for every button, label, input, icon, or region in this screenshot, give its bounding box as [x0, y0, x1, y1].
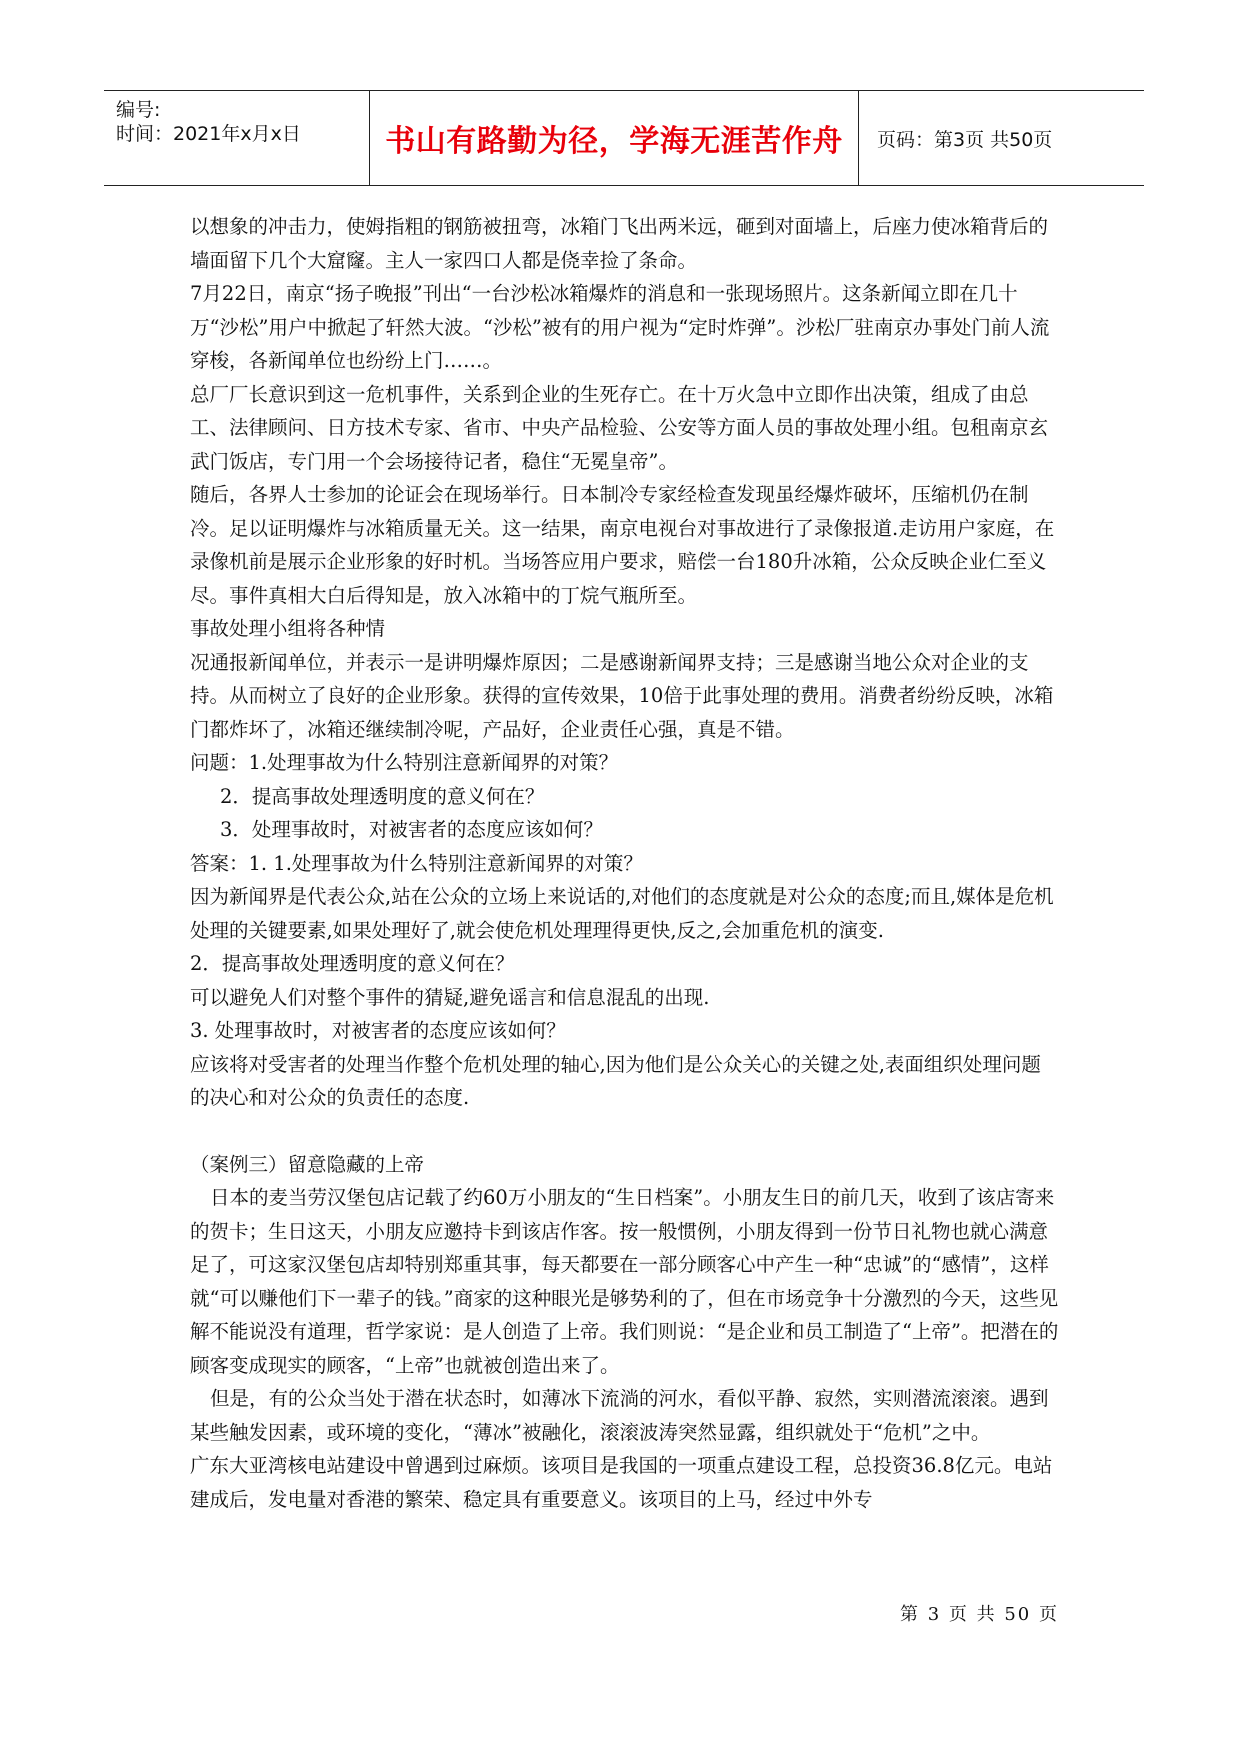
paragraph: 随后，各界人士参加的论证会在现场举行。日本制冷专家经检查发现虽经爆炸破坏，压缩机仍在制冷。足以证明爆炸与冰箱质量无关。这一结果，南京电视台对事故进行了录像报道.走访用户家庭，在录像机前是展示企业形象的好时机。当场答应用户要求，赔偿一台180升冰箱，公众反映企业仁至义尽。事件真相大白后得知是，放入冰箱中的丁烷气瓶所至。 [190, 483, 1055, 607]
paragraph: 总厂厂长意识到这一危机事件，关系到企业的生死存亡。在十万火急中立即作出决策，组成了由总工、法律顾问、日方技术专家、省市、中央产品检验、公安等方面人员的事故处理小组。包租南京玄武门饭店，专门用一个会场接待记者，稳住“无冕皇帝”。 [190, 382, 1049, 473]
page-label: 页码：第3页 共50页 [877, 128, 1053, 151]
header-left-cell [104, 91, 369, 185]
paragraph: 以想象的冲击力，使姆指粗的钢筋被扭弯，冰箱门飞出两米远，砸到对面墙上，后座力使冰箱背后的墙面留下几个大窟窿。主人一家四口人都是侥幸捡了条命。 [190, 215, 1049, 272]
answer-item: 2．提高事故处理透明度的意义何在？ [190, 952, 515, 975]
serial-label: 编号: [116, 99, 161, 121]
paragraph: 7月22日，南京“扬子晚报”刊出“一台沙松冰箱爆炸的消息和一张现场照片。这条新闻立即在几十万“沙松”用户中掀起了轩然大波。“沙松”被有的用户视为“定时炸弹”。沙松厂驻南京办事处门前人流穿梭，各新闻单位也纷纷上门……。 [190, 282, 1050, 372]
case-heading: （案例三）留意隐藏的上帝 [190, 1152, 425, 1176]
motto: 书山有路勤为径，学海无涯苦作舟 [385, 124, 843, 159]
paragraph: 因为新闻界是代表公众,站在公众的立场上来说话的,对他们的态度就是对公众的态度;而且,媒体是危机处理的关键要素,如果处理好了,就会使危机处理理得更快,反之,会加重危机的演变. [190, 885, 1054, 942]
question-heading: 问题：1.处理事故为什么特别注意新闻界的对策？ [190, 751, 619, 774]
paragraph: 但是，有的公众当处于潜在状态时，如薄冰下流淌的河水，看似平静、寂然，实则潜流滚滚。遇到某些触发因素，或环境的变化，“薄冰”被融化，滚滚波涛突然显露，组织就处于“危机”之中。 [190, 1387, 1049, 1444]
paragraph: 日本的麦当劳汉堡包店记载了约60万小朋友的“生日档案”。小朋友生日的前几天，收到了该店寄来的贺卡；生日这天，小朋友应邀持卡到该店作客。按一般惯例，小朋友得到一份节日礼物也就心满意足了，可这家汉堡包店却特别郑重其事，每天都要在一部分顾客心中产生一种“忠诚”的“感情”，这样就“可以赚他们下一辈子的钱。”商家的这种眼光是够势利的了，但在市场竞争十分激烈的今天，这些见解不能说没有道理，哲学家说：是人创造了上帝。我们则说：“是企业和员工制造了“上帝”。把潜在的顾客变成现实的顾客，“上帝”也就被创造出来了。 [190, 1186, 1059, 1377]
question-item: 2．提高事故处理透明度的意义何在？ [220, 784, 545, 808]
spacer [190, 1115, 1060, 1148]
paragraph: 应该将对受害者的处理当作整个危机处理的轴心,因为他们是公众关心的关键之处,表面组织处理问题的决心和对公众的负责任的态度. [190, 1052, 1041, 1109]
page-footer: 第 3 页 共 50 页 [900, 1604, 1059, 1625]
header-motto-cell [369, 91, 859, 185]
paragraph: 事故处理小组将各种情 [190, 617, 386, 640]
document-body [190, 210, 1060, 1516]
paragraph: 广东大亚湾核电站建设中曾遇到过麻烦。该项目是我国的一项重点建设工程，总投资36.8亿元。电站建成后，发电量对香港的繁荣、稳定具有重要意义。该项目的上马，经过中外专 [190, 1454, 1053, 1511]
answer-item: 3. 处理事故时，对被害者的态度应该如何？ [190, 1019, 566, 1042]
paragraph: 况通报新闻单位，并表示一是讲明爆炸原因；二是感谢新闻界支持；三是感谢当地公众对企业的支持。从而树立了良好的企业形象。获得的宣传效果，10倍于此事处理的费用。消费者纷纷反映，冰箱门都炸坏了，冰箱还继续制冷呢，产品好，企业责任心强，真是不错。 [190, 650, 1054, 741]
answer-heading: 答案：1. 1.处理事故为什么特别注意新闻界的对策？ [190, 851, 643, 875]
paragraph: 可以避免人们对整个事件的猜疑,避免谣言和信息混乱的出现. [190, 985, 710, 1009]
page-header [104, 90, 1144, 186]
time-label: 时间：2021年x月x日 [116, 123, 301, 145]
question-item: 3．处理事故时，对被害者的态度应该如何？ [220, 818, 603, 841]
header-right-cell [859, 91, 1144, 185]
